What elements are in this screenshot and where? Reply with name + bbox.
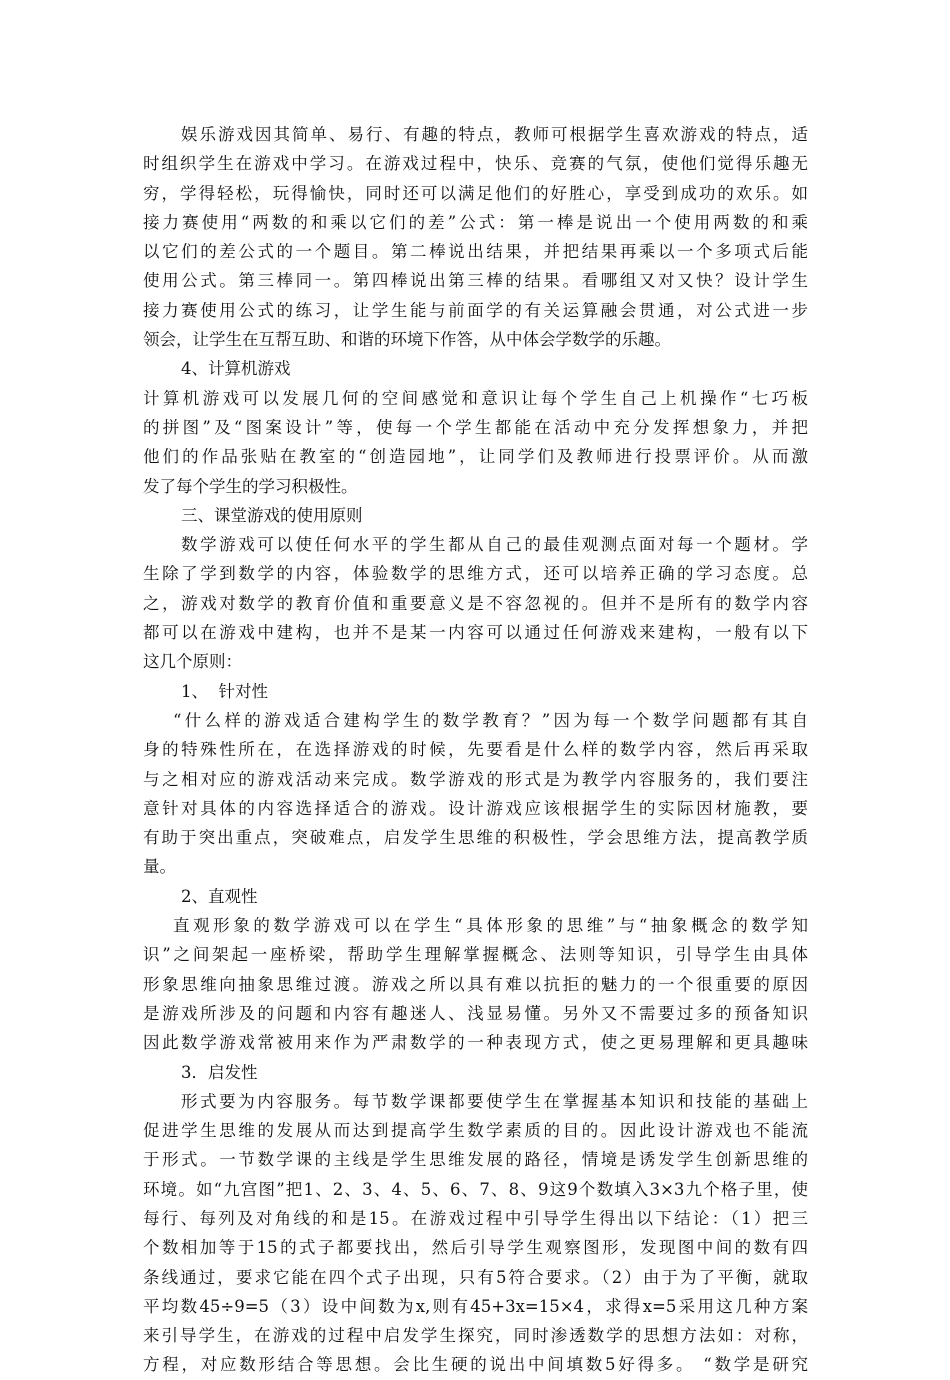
paragraph-line: 数学游戏可以使任何水平的学生都从自己的最佳观测点面对每一个题材。学 xyxy=(181,535,808,555)
document-page xyxy=(143,120,808,1380)
paragraph-line: 娱乐游戏因其简单、易行、有趣的特点，教师可根据学生喜欢游戏的特点，适 xyxy=(181,125,808,144)
section-heading: 1、 针对性 xyxy=(181,681,268,701)
paragraph-line: 环境。如“九宫图”把1、2、3、4、5、6、7、8、9这9个数填入3×3九个格子里，使 xyxy=(143,1179,808,1199)
paragraph-line: 是游戏所涉及的问题和内容有趣迷人、浅显易懂。另外又不需要过多的预备知识 xyxy=(143,1003,808,1023)
paragraph-line: 于形式。一节数学课的主线是学生思维发展的路径，情境是诱发学生创新思维的 xyxy=(143,1150,808,1170)
paragraph-line: 方程，对应数形结合等思想。会比生硬的说出中间填数5好得多。 “数学是研究 xyxy=(143,1355,808,1375)
paragraph-line: 接力赛使用“两数的和乘以它们的差”公式：第一棒是说出一个使用两数的和乘 xyxy=(143,212,808,232)
paragraph-line: 穷，学得轻松，玩得愉快，同时还可以满足他们的好胜心，享受到成功的欢乐。如 xyxy=(143,183,808,203)
section-heading: 2、直观性 xyxy=(181,886,258,906)
paragraph-line: 直观形象的数学游戏可以在学生“具体形象的思维”与“抽象概念的数学知 xyxy=(173,916,808,936)
section-heading: 三、课堂游戏的使用原则 xyxy=(181,505,363,525)
paragraph-line: 促进学生思维的发展从而达到提高学生数学素质的目的。因此设计游戏也不能流 xyxy=(143,1121,808,1141)
paragraph-line: 都可以在游戏中建构，也并不是某一内容可以通过任何游戏来建构，一般有以下 xyxy=(143,623,808,643)
paragraph-line: 个数相加等于15的式子都要找出，然后引导学生观察图形，发现图中间的数有四 xyxy=(143,1238,808,1258)
paragraph-line: 来引导学生，在游戏的过程中启发学生探究，同时渗透数学的思想方法如：对称， xyxy=(143,1326,808,1346)
paragraph-line: 形式要为内容服务。每节数学课都要使学生在掌握基本知识和技能的基础上 xyxy=(181,1091,808,1111)
paragraph-line: 身的特殊性所在，在选择游戏的时候，先要看是什么样的数学内容，然后再采取 xyxy=(143,740,808,760)
paragraph-line: 接力赛使用公式的练习，让学生能与前面学的有关运算融会贯通，对公式进一步 xyxy=(143,300,808,320)
section-heading: 4、计算机游戏 xyxy=(181,359,291,379)
paragraph-line: 识”之间架起一座桥梁，帮助学生理解掌握概念、法则等知识，引导学生由具体 xyxy=(143,945,808,965)
paragraph-line: 生除了学到数学的内容，体验数学的思维方式，还可以培养正确的学习态度。总 xyxy=(143,564,808,584)
paragraph-line: 时组织学生在游戏中学习。在游戏过程中，快乐、竞赛的气氛，使他们觉得乐趣无 xyxy=(143,154,808,174)
paragraph-line: “什么样的游戏适合建构学生的数学教育？”因为每一个数学问题都有其自 xyxy=(173,710,808,730)
paragraph-line: 发了每个学生的学习积极性。 xyxy=(143,476,358,496)
paragraph-line: 的拼图”及“图案设计”等，使每一个学生都能在活动中充分发挥想象力，并把 xyxy=(143,417,808,437)
paragraph-line: 因此数学游戏常被用来作为严肃数学的一种表现方式，使之更易理解和更具趣味 xyxy=(143,1033,808,1053)
paragraph-line: 他们的作品张贴在教室的“创造园地”，让同学们及教师进行投票评价。从而激 xyxy=(143,447,808,467)
paragraph-line: 条线通过，要求它能在四个式子出现，只有5符合要求。（2）由于为了平衡，就取 xyxy=(143,1267,808,1287)
paragraph-line: 形象思维向抽象思维过渡。游戏之所以具有难以抗拒的魅力的一个很重要的原因 xyxy=(143,974,808,994)
paragraph-line: 以它们的差公式的一个题目。第二棒说出结果，并把结果再乘以一个多项式后能 xyxy=(143,242,808,262)
paragraph-line: 领会，让学生在互帮互助、和谐的环境下作答，从中体会学数学的乐趣。 xyxy=(143,330,671,350)
paragraph-line: 这几个原则： xyxy=(143,652,242,672)
paragraph-line: 计算机游戏可以发展几何的空间感觉和意识让每个学生自己上机操作“七巧板 xyxy=(143,388,808,408)
paragraph-line: 每行、每列及对角线的和是15。在游戏过程中引导学生得出以下结论：（1）把三 xyxy=(143,1208,808,1228)
paragraph-line: 与之相对应的游戏活动来完成。数学游戏的形式是为教学内容服务的，我们要注 xyxy=(143,769,808,789)
paragraph-line: 使用公式。第三棒同一。第四棒说出第三棒的结果。看哪组又对又快？设计学生 xyxy=(143,271,808,291)
section-heading: 3．启发性 xyxy=(181,1062,258,1082)
paragraph-line: 之，游戏对数学的教育价值和重要意义是不容忽视的。但并不是所有的数学内容 xyxy=(143,593,808,613)
paragraph-line: 量。 xyxy=(143,857,176,877)
paragraph-line: 有助于突出重点，突破难点，启发学生思维的积极性，学会思维方法，提高教学质 xyxy=(143,828,808,848)
paragraph-line: 意针对具体的内容选择适合的游戏。设计游戏应该根据学生的实际因材施教，要 xyxy=(143,798,808,818)
paragraph-line: 平均数45÷9=5（3）设中间数为x,则有45+3x=15×4，求得x=5采用这几种方案 xyxy=(143,1296,808,1316)
